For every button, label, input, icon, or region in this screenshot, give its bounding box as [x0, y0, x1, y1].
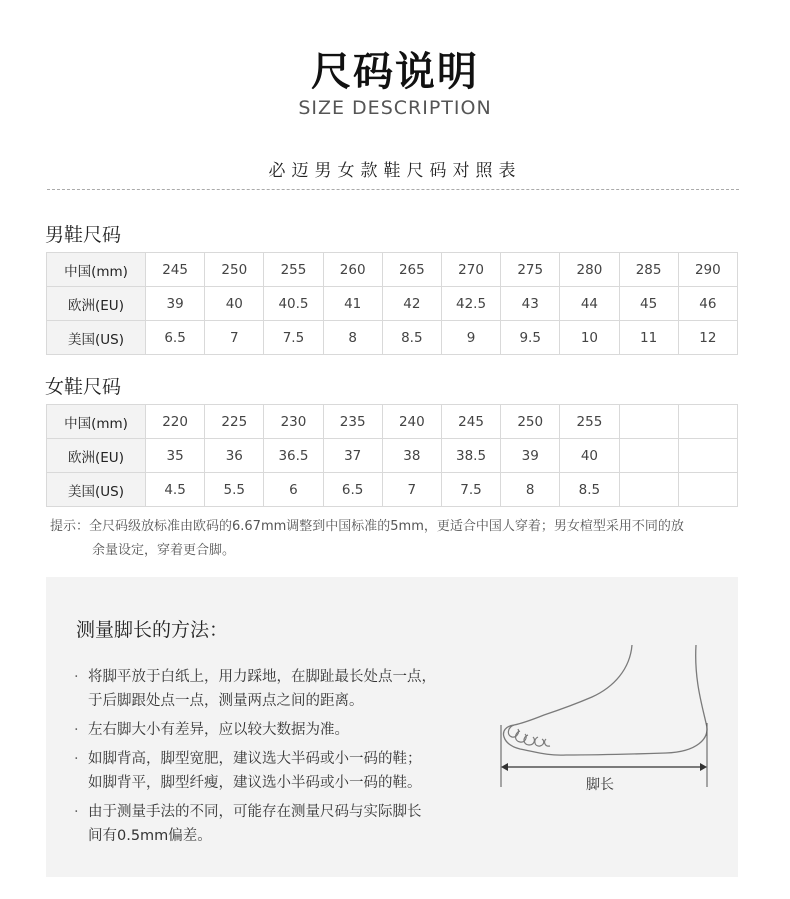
table-row	[47, 321, 738, 355]
table-cell: 39	[501, 439, 560, 473]
tip-line-1: 提示：全尺码级放标准由欧码的6.67mm调整到中国标准的5mm，更适合中国人穿着；男女楦型采用不同的放	[50, 519, 684, 534]
table-cell: 8	[323, 321, 382, 355]
table-cell: 230	[264, 405, 323, 439]
table-cell	[619, 405, 678, 439]
foot-length-label: 脚长	[586, 777, 614, 793]
table-cell: 11	[619, 321, 678, 355]
table-cell: 280	[560, 253, 619, 287]
table-cell: 285	[619, 253, 678, 287]
table-cell: 5.5	[205, 473, 264, 507]
toe-icon	[545, 739, 550, 746]
table-cell: 35	[146, 439, 205, 473]
list-item-line: 于后脚跟处点一点，测量两点之间的距离。	[88, 693, 364, 709]
table-cell: 7	[382, 473, 441, 507]
row-header: 美国(US)	[47, 321, 146, 355]
table-cell: 6.5	[323, 473, 382, 507]
table-cell: 245	[146, 253, 205, 287]
table-cell: 260	[323, 253, 382, 287]
table-cell: 39	[146, 287, 205, 321]
table-cell: 8.5	[382, 321, 441, 355]
table-cell	[678, 473, 737, 507]
bullet-icon: ·	[74, 804, 79, 820]
women-size-table	[46, 404, 738, 507]
table-cell: 8	[501, 473, 560, 507]
table-row	[47, 253, 738, 287]
table-cell: 7	[205, 321, 264, 355]
table-cell: 255	[264, 253, 323, 287]
table-row	[47, 405, 738, 439]
page-title-en: SIZE DESCRIPTION	[298, 97, 492, 119]
table-cell: 250	[501, 405, 560, 439]
list-item	[74, 747, 494, 795]
women-section-label: 女鞋尺码	[45, 376, 122, 398]
list-item	[74, 665, 494, 713]
table-cell	[678, 405, 737, 439]
table-row	[47, 473, 738, 507]
table-cell: 46	[678, 287, 737, 321]
table-cell: 290	[678, 253, 737, 287]
size-tip	[50, 515, 745, 563]
table-cell: 265	[382, 253, 441, 287]
table-cell	[619, 439, 678, 473]
toe-icon	[535, 737, 544, 746]
row-header: 欧洲(EU)	[47, 439, 146, 473]
table-cell: 6	[264, 473, 323, 507]
row-header: 欧洲(EU)	[47, 287, 146, 321]
table-cell: 10	[560, 321, 619, 355]
table-cell: 43	[501, 287, 560, 321]
arrow-left-icon	[501, 763, 508, 771]
table-cell: 42	[382, 287, 441, 321]
table-cell: 38	[382, 439, 441, 473]
table-cell	[678, 439, 737, 473]
table-cell: 40.5	[264, 287, 323, 321]
list-item	[74, 718, 494, 742]
method-list	[74, 665, 494, 853]
table-cell: 7.5	[441, 473, 500, 507]
table-cell: 9	[441, 321, 500, 355]
list-item-line: 如脚背平，脚型纤瘦，建议选小半码或小一码的鞋。	[88, 775, 422, 791]
tip-line-2: 余量设定，穿着更合脚。	[92, 543, 236, 558]
table-cell: 245	[441, 405, 500, 439]
table-cell	[619, 473, 678, 507]
table-cell: 6.5	[146, 321, 205, 355]
table-cell: 255	[560, 405, 619, 439]
table-cell: 38.5	[441, 439, 500, 473]
table-cell: 8.5	[560, 473, 619, 507]
table-cell: 40	[560, 439, 619, 473]
bullet-icon: ·	[74, 751, 79, 767]
row-header: 中国(mm)	[47, 405, 146, 439]
table-cell: 4.5	[146, 473, 205, 507]
table-cell: 275	[501, 253, 560, 287]
table-cell: 41	[323, 287, 382, 321]
table-row	[47, 287, 738, 321]
list-item	[74, 800, 494, 848]
men-size-table	[46, 252, 738, 355]
table-cell: 45	[619, 287, 678, 321]
table-cell: 9.5	[501, 321, 560, 355]
method-title: 测量脚长的方法：	[76, 619, 229, 641]
table-cell: 40	[205, 287, 264, 321]
table-cell: 220	[146, 405, 205, 439]
table-cell: 42.5	[441, 287, 500, 321]
list-item-line: 如脚背高，脚型宽肥，建议选大半码或小一码的鞋；	[88, 751, 422, 767]
bullet-icon: ·	[74, 669, 79, 685]
table-cell: 240	[382, 405, 441, 439]
bullet-icon: ·	[74, 722, 79, 738]
page-title: 尺码说明	[311, 49, 479, 95]
table-row	[47, 439, 738, 473]
table-cell: 36	[205, 439, 264, 473]
list-item-line: 间有0.5mm偏差。	[88, 828, 212, 844]
foot-illustration	[496, 639, 716, 789]
men-section-label: 男鞋尺码	[45, 224, 122, 246]
measure-method-panel	[46, 577, 738, 877]
arrow-right-icon	[700, 763, 707, 771]
list-item-line: 由于测量手法的不同，可能存在测量尺码与实际脚长	[88, 804, 422, 820]
list-item-line: 左右脚大小有差异，应以较大数据为准。	[88, 722, 349, 738]
toe-icon	[508, 725, 518, 737]
table-cell: 235	[323, 405, 382, 439]
table-cell: 37	[323, 439, 382, 473]
dashed-divider	[47, 189, 739, 190]
chart-subtitle: 必迈男女款鞋尺码对照表	[268, 161, 522, 181]
table-cell: 250	[205, 253, 264, 287]
table-cell: 44	[560, 287, 619, 321]
table-cell: 7.5	[264, 321, 323, 355]
row-header: 美国(US)	[47, 473, 146, 507]
table-cell: 225	[205, 405, 264, 439]
list-item-line: 将脚平放于白纸上，用力踩地，在脚趾最长处点一点，	[88, 669, 436, 685]
row-header: 中国(mm)	[47, 253, 146, 287]
table-cell: 270	[441, 253, 500, 287]
table-cell: 12	[678, 321, 737, 355]
table-cell: 36.5	[264, 439, 323, 473]
